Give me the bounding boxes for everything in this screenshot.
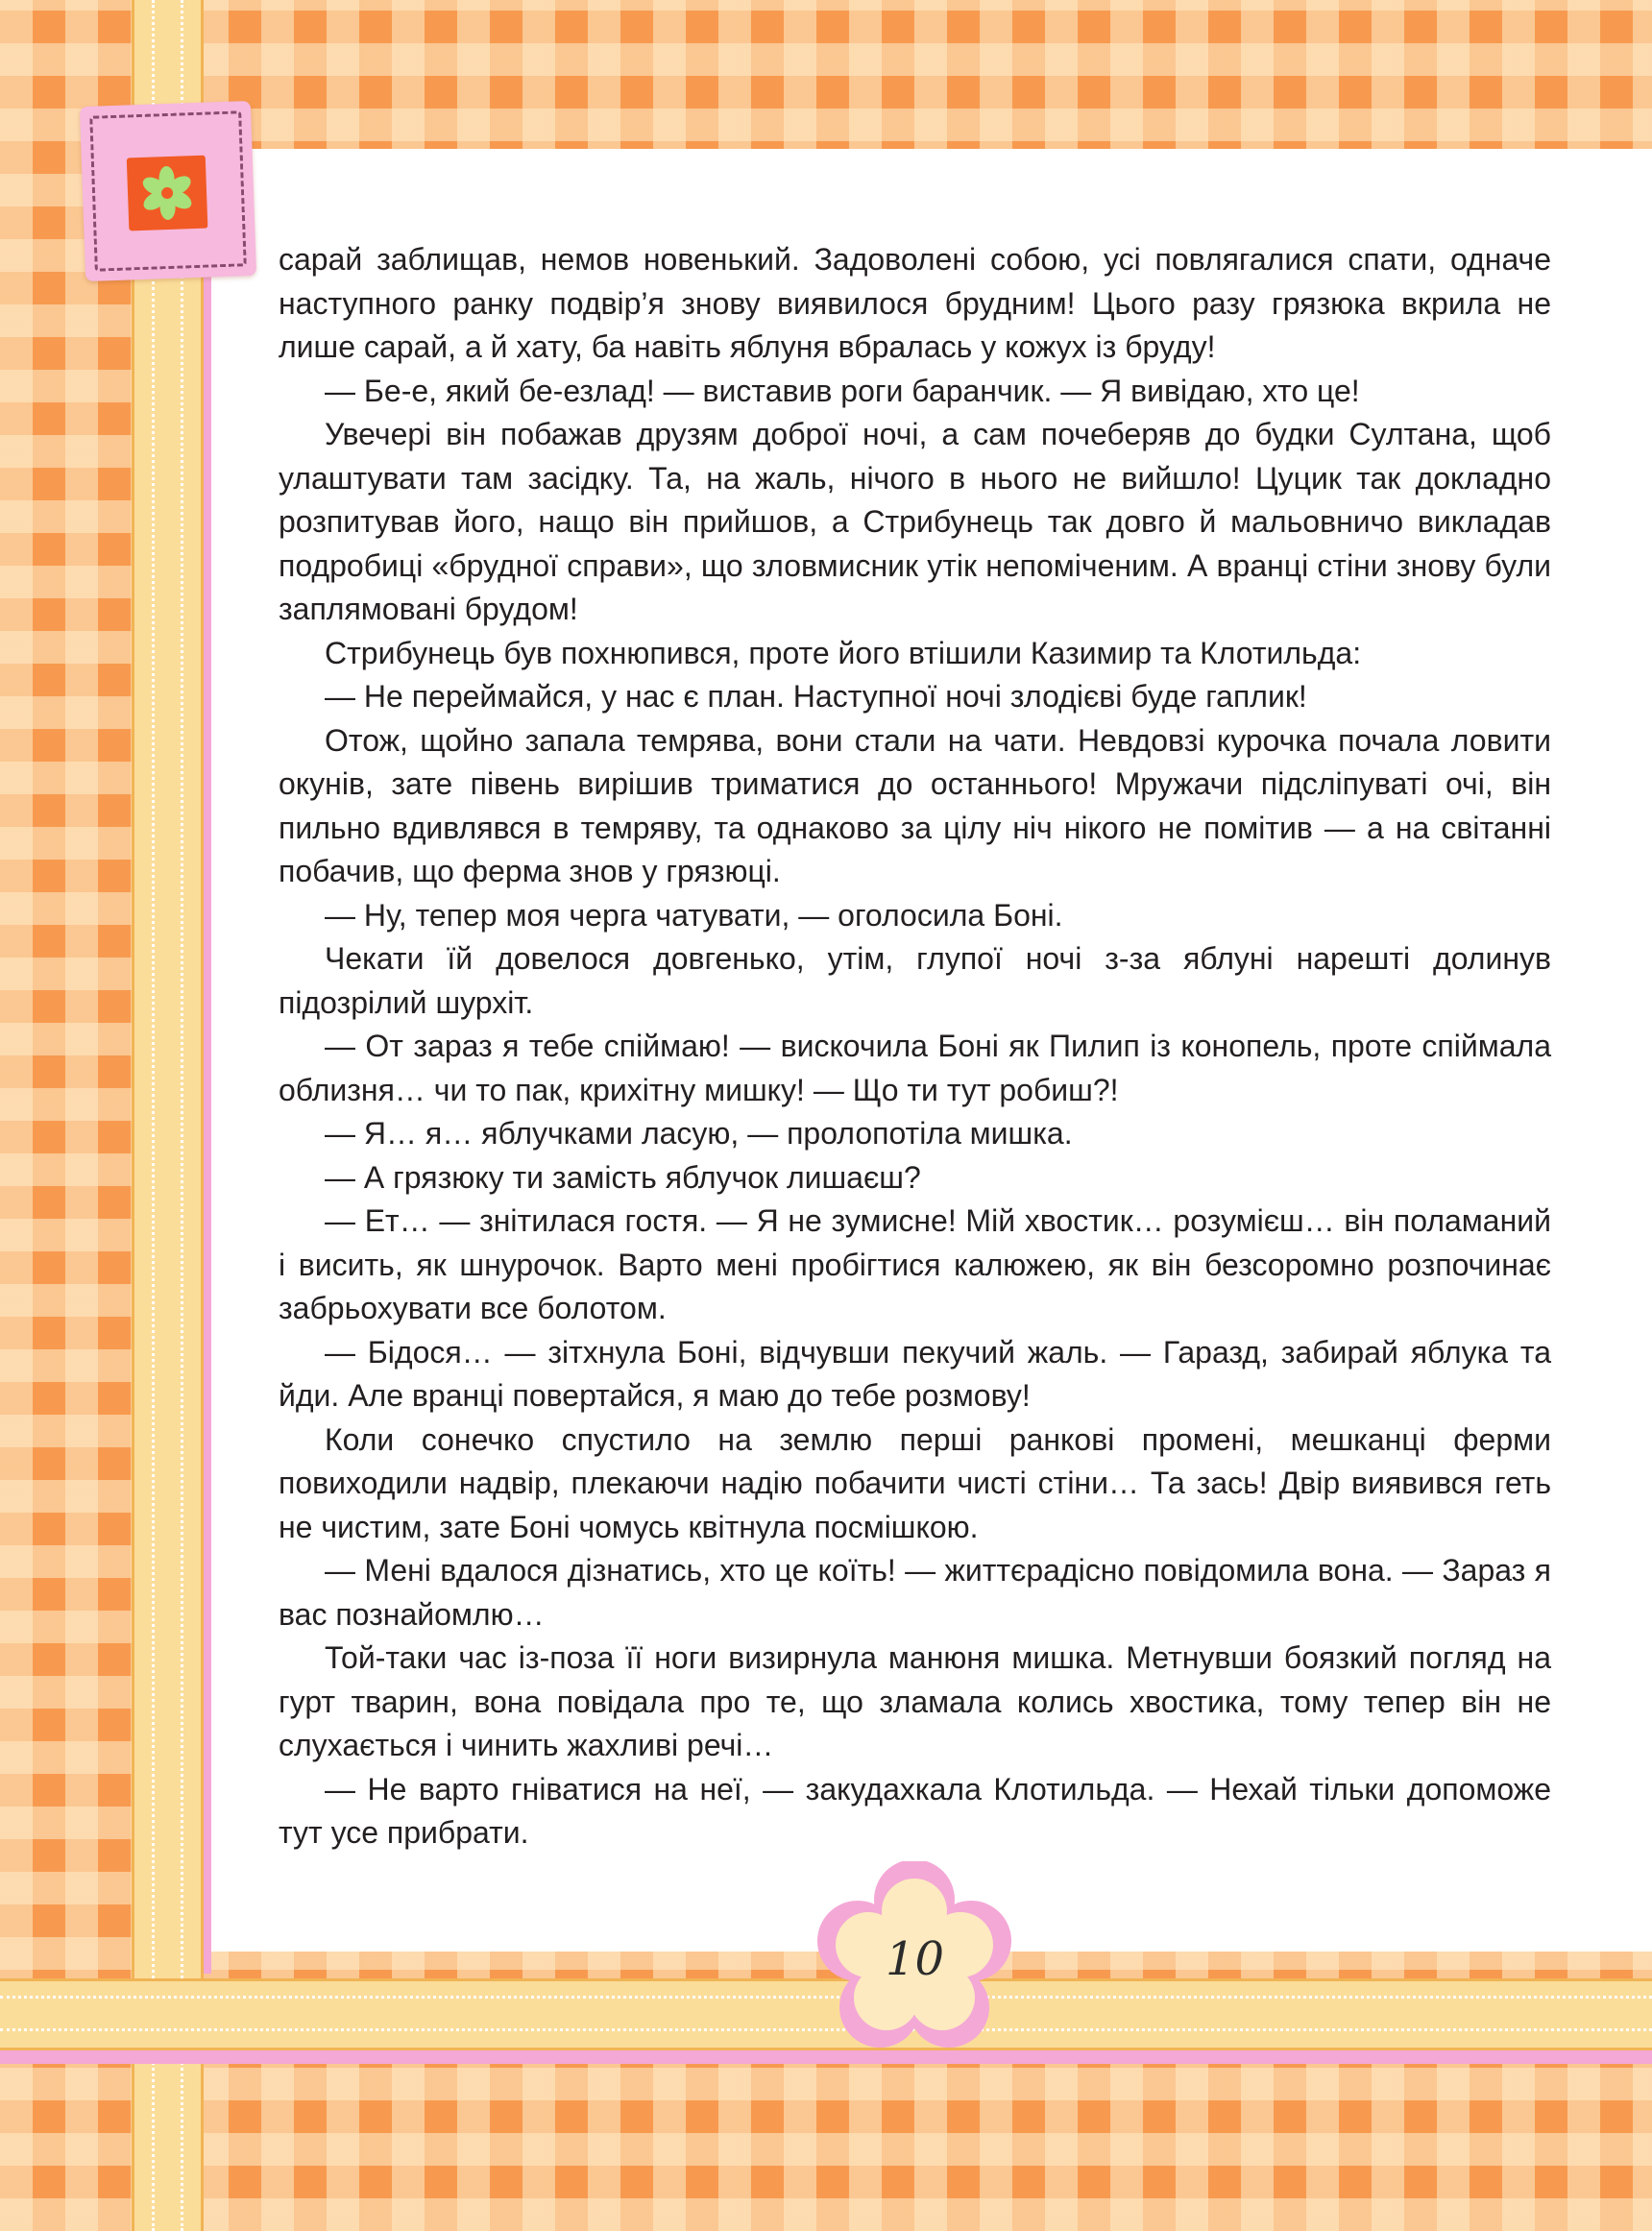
paragraph: Чекати їй довелося довгенько, утім, глупої ночі з-за яблуні нарешті долинув підозрілий шурхіт. xyxy=(279,941,1551,1020)
ribbon-stitch-left xyxy=(152,0,155,2231)
paragraph: — Бе-е, який бе-езлад! — виставив роги баранчик. — Я вивідаю, хто це! xyxy=(325,373,1360,408)
patch-square xyxy=(127,156,208,231)
paragraph: — Ет… — знітилася гостя. — Я не зумисне! Мій хвостик… розумієш… він поламаний і висить, як шнурочок. Варто мені пробігтися калюжею, як він безсоромно розпочинає забрьохувати все болотом. xyxy=(279,1203,1551,1325)
corner-patch xyxy=(80,101,256,281)
paragraph: — От зараз я тебе спіймаю! — вискочила Боні як Пилип із конопель, проте спіймала облизня… чи то пак, крихітну мишку! — Що ти тут робиш?! xyxy=(279,1029,1551,1107)
paragraph: — Бідося… — зітхнула Боні, відчувши пекучий жаль. — Гаразд, забирай яблука та йди. Але вранці повертайся, я маю до тебе розмову! xyxy=(279,1334,1551,1413)
paragraph: Увечері він побажав друзям доброї ночі, а сам почеберяв до будки Султана, щоб улаштувати там засідку. Та, на жаль, нічого в нього не вийшло! Цуцик так докладно розпитував його, нащо він прийшов, а Стрибунець так довго й мальовничо викладав подробиці «брудної справи», що зловмисник утік непоміченим. А вранці стіни знову були заплямовані брудом! xyxy=(279,417,1551,626)
flower-icon xyxy=(127,156,208,231)
ribbon-vertical xyxy=(132,0,204,2231)
paragraph: — Ну, тепер моя черга чатувати, — оголосила Боні. xyxy=(325,897,1063,933)
paragraph: Стрибунець був похнюпився, проте його втішили Казимир та Клотильда: xyxy=(325,635,1362,670)
paragraph: — Не переймайся, у нас є план. Наступної ночі злодієві буде гаплик! xyxy=(325,679,1307,714)
paragraph: — Я… я… яблучками ласую, — пролопотіла мишка. xyxy=(325,1116,1073,1151)
paragraph: Коли сонечко спустило на землю перші ранкові промені, мешканці ферми повиходили надвір, плекаючи надію побачити чисті стіни… Та зась! Двір виявився геть не чистим, зате Боні чомусь квітнула посмішкою. xyxy=(279,1421,1551,1544)
paragraph: Отож, щойно запала темрява, вони стали на чати. Невдовзі курочка почала ловити окунів, зате півень вирішив триматися до останнього! Мружачи підсліпуваті очі, він пильно вдивлявся в темряву, та однаково за цілу ніч нікого не помітив — а на світанні побачив, що ферма знов у грязюці. xyxy=(279,722,1551,888)
page-number-badge xyxy=(807,1861,1023,2058)
paragraph: — Мені вдалося дізнатись, хто це коїть! — життєрадісно повідомила вона. — Зараз я вас познайомлю… xyxy=(279,1553,1551,1632)
ribbon-stitch-right xyxy=(181,0,183,2231)
paragraph: — А грязюку ти замість яблучок лишаєш? xyxy=(325,1159,921,1195)
paragraph: сарай заблищав, немов новенький. Задоволені собою, усі повлягалися спати, одначе наступного ранку подвір’я знову виявилося брудним! Цього разу грязюка вкрила не лише сарай, а й хату, ба навіть яблуня вбралась у кожух із бруду! xyxy=(279,242,1551,364)
paragraph: — Не варто гніватися на неї, — закудахкала Клотильда. — Нехай тільки допоможе тут усе прибрати. xyxy=(279,1771,1551,1850)
story-text xyxy=(279,238,1551,1855)
paragraph: Той-таки час із-поза її ноги визирнула манюня мишка. Метнувши боязкий погляд на гурт тварин, вона повідала про те, що зламала колись хвостика, тому тепер він не слухається і чинить жахливі речі… xyxy=(279,1640,1551,1762)
page-number: 10 xyxy=(885,1932,945,1986)
